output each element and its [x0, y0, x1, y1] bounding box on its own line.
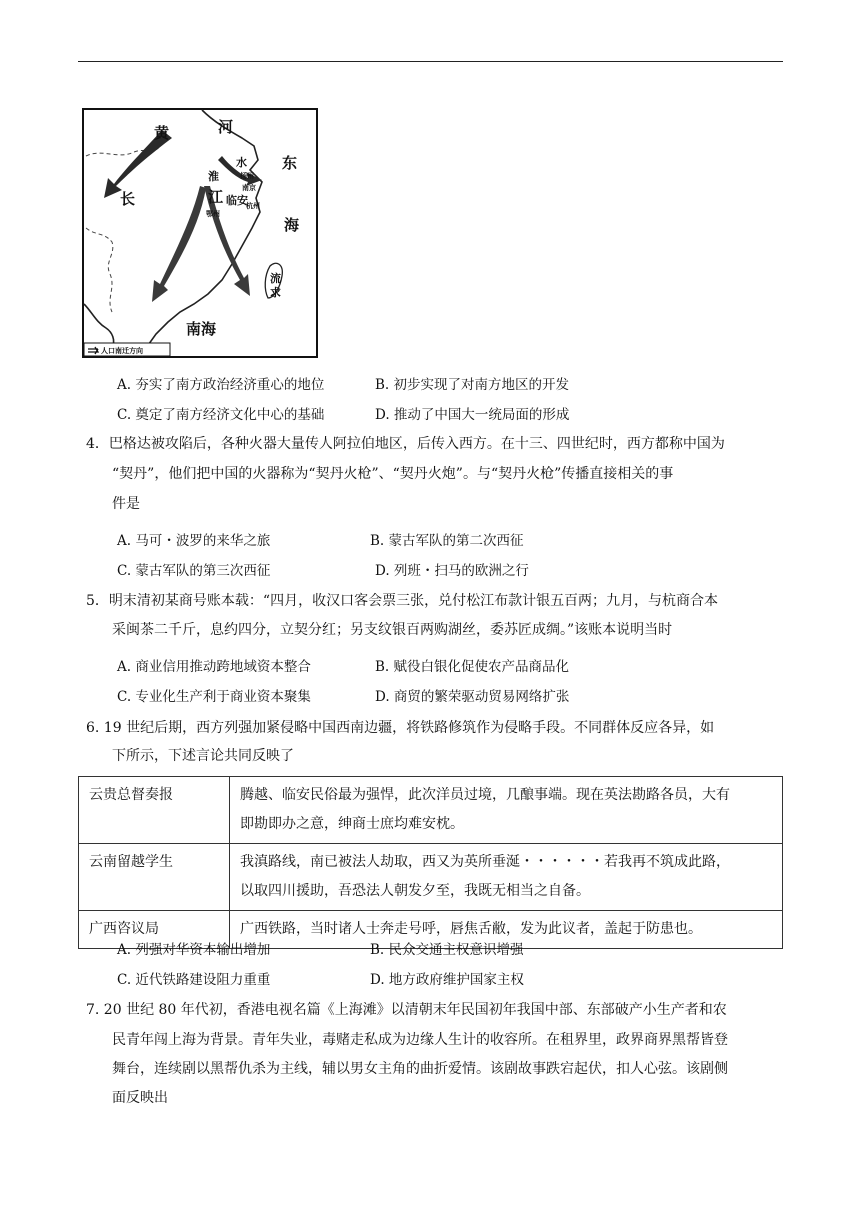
svg-text:东: 东: [282, 154, 298, 172]
q6-quote-2: 我滇路线，南已被法人劫取，西又为英所垂涎・・・・・・若我再不筑成此路， 以取四川援助，吾恐法人朝发夕至，我既无相当之自备。: [230, 844, 783, 911]
q6-stem-line1: 6. 19 世纪后期，西方列强加紧侵略中国西南边疆，将铁路修筑作为侵略手段。不同群体反应各异，如: [86, 720, 715, 736]
svg-text:杭州: 杭州: [246, 202, 260, 210]
q4-option-d[interactable]: D. 列班・扫马的欧洲之行: [375, 563, 529, 579]
q5-stem-line2: 采闽茶二千斤，息约四分，立契分红；另支纹银百两购湖丝，委苏匠成绸。”该账本说明当时: [112, 622, 673, 638]
table-row: [79, 777, 783, 844]
q6-quote-table: [78, 776, 783, 949]
svg-text:黄: 黄: [154, 124, 170, 142]
q4-option-b[interactable]: B. 蒙古军队的第二次西征: [370, 533, 524, 549]
q6-source-1: 云贵总督奏报: [79, 777, 230, 844]
table-row: [79, 844, 783, 911]
q4-stem-line3: 件是: [112, 496, 140, 512]
header-rule: [78, 61, 783, 62]
q6-option-c[interactable]: C. 近代铁路建设阻力重重: [117, 972, 271, 988]
q6-stem-line2: 下所示，下述言论共同反映了: [112, 748, 294, 764]
q7-stem-line3: 舞台，连续剧以黑帮仇杀为主线，辅以男女主角的曲折爱情。该剧故事跌宕起伏，扣人心弦。该剧侧: [112, 1061, 728, 1077]
q6-option-b[interactable]: B. 民众交通主权意识增强: [370, 942, 524, 958]
q5-option-c[interactable]: C. 专业化生产利于商业资本聚集: [117, 689, 311, 705]
q3-option-d[interactable]: D. 推动了中国大一统局面的形成: [375, 407, 570, 423]
svg-text:南京: 南京: [242, 184, 256, 192]
svg-text:河: 河: [218, 118, 234, 136]
q4-option-a[interactable]: A. 马可・波罗的来华之旅: [117, 533, 271, 549]
q5-option-a[interactable]: A. 商业信用推动跨地域资本整合: [117, 659, 311, 675]
q5-option-d[interactable]: D. 商贸的繁荣驱动贸易网络扩张: [375, 689, 570, 705]
q5-option-b[interactable]: B. 赋役白银化促使农产品商品化: [375, 659, 570, 675]
migration-map: [82, 108, 318, 358]
q4-stem-line2: “契丹”，他们把中国的火器称为“契丹火枪”、“契丹火炮”。与“契丹火枪”传播直接相关的事: [112, 466, 674, 482]
q6-option-a[interactable]: A. 列强对华资本输出增加: [117, 942, 271, 958]
q6-quote-1: 腾越、临安民俗最为强悍，此次洋员过境，几酿事端。现在英法勘路各员，大有 即勘即办之意，绅商士庶均难安枕。: [230, 777, 783, 844]
q7-stem-line2: 民青年闯上海为背景。青年失业，毒赌走私成为边缘人生计的收容所。在租界里，政界商界黑帮皆登: [112, 1032, 728, 1048]
svg-text:江: 江: [208, 188, 224, 206]
svg-text:临安: 临安: [226, 194, 248, 207]
q3-option-c[interactable]: C. 奠定了南方经济文化中心的基础: [117, 407, 325, 423]
q6-quote-3: 广西铁路，当时诸人士奔走号呼，唇焦舌敝，发为此议者，盖起于防患也。: [230, 911, 783, 949]
q3-option-b[interactable]: B. 初步实现了对南方地区的开发: [375, 377, 570, 393]
svg-text:流: 流: [270, 272, 281, 285]
svg-text:求: 求: [270, 286, 281, 299]
q7-stem-line4: 面反映出: [112, 1090, 168, 1106]
map-legend: 人口南迁方向: [101, 347, 143, 355]
svg-text:长: 长: [120, 190, 136, 208]
q6-source-2: 云南留越学生: [79, 844, 230, 911]
q6-source-3: 广西咨议局: [79, 911, 230, 949]
svg-text:淮: 淮: [208, 170, 219, 183]
svg-text:扬州: 扬州: [240, 172, 254, 180]
svg-text:鄂州: 鄂州: [206, 210, 220, 218]
svg-text:水: 水: [236, 156, 247, 169]
q6-option-d[interactable]: D. 地方政府维护国家主权: [370, 972, 524, 988]
svg-text:海: 海: [284, 216, 300, 234]
svg-text:南海: 南海: [186, 320, 217, 338]
q4-stem-line1: 4．巴格达被攻陷后，各种火器大量传人阿拉伯地区，后传入西方。在十三、四世纪时，西方都称中国为: [86, 436, 725, 452]
q5-stem-line1: 5．明末清初某商号账本载：“四月，收汉口客会票三张，兑付松江布款计银五百两；九月，与杭商合本: [86, 593, 719, 609]
q7-stem-line1: 7. 20 世纪 80 年代初，香港电视名篇《上海滩》以清朝末年民国初年我国中部、东部破产小生产者和农: [86, 1002, 727, 1018]
q4-option-c[interactable]: C. 蒙古军队的第三次西征: [117, 563, 271, 579]
q3-option-a[interactable]: A. 夯实了南方政治经济重心的地位: [117, 377, 325, 393]
